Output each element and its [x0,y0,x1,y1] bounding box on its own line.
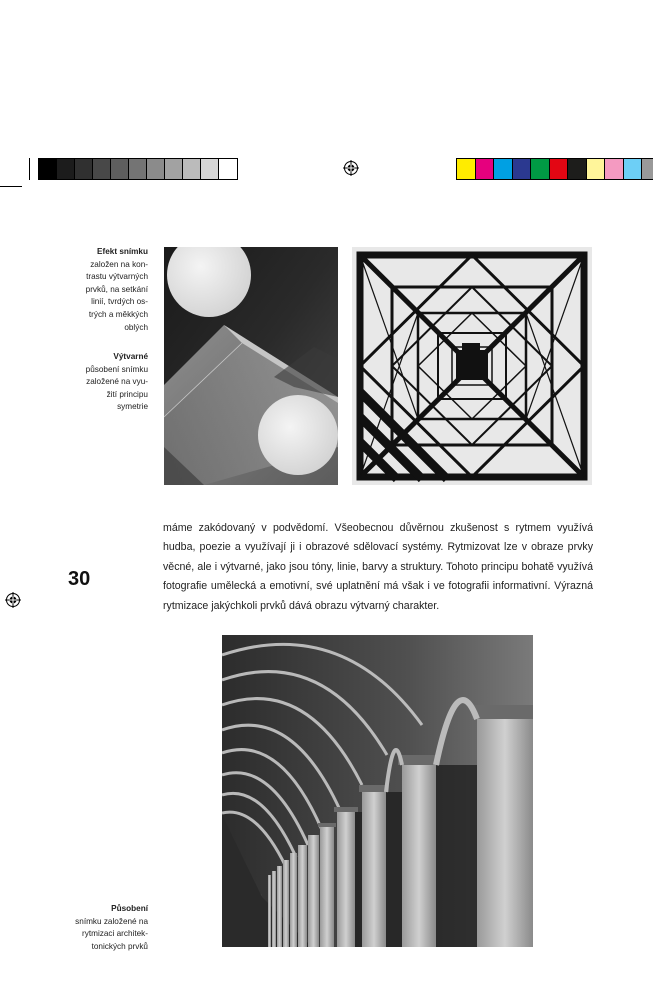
caption-line: rytmizaci architek- [82,929,148,939]
caption-line: snímku založené na [75,916,148,926]
caption-line: prvků, na setkání [85,284,148,294]
caption-line: působení snímku [85,364,148,374]
color-swatch [494,159,513,179]
caption-line: založené na vyu- [86,377,148,387]
caption-line: tonických prvků [91,941,148,951]
color-swatch [605,159,624,179]
caption-symmetry-lead: Výtvarné [113,352,148,361]
color-swatch [568,159,587,179]
color-swatch [624,159,643,179]
grayscale-swatch [129,159,147,179]
grayscale-swatch [219,159,237,179]
grayscale-swatch [183,159,201,179]
grayscale-swatch [201,159,219,179]
caption-line: trých a měkkých [88,309,148,319]
caption-line: oblých [124,322,148,332]
grayscale-bar [38,158,238,180]
body-paragraph [163,519,593,616]
grayscale-swatch [147,159,165,179]
caption-line: založen na kon- [90,259,148,269]
grayscale-swatch [57,159,75,179]
caption-line: trastu výtvarných [86,272,148,282]
crop-mark-top [29,158,30,180]
page-number: 30 [68,568,91,590]
grayscale-swatch [75,159,93,179]
grayscale-swatch [165,159,183,179]
caption-effect [38,246,148,334]
photo-arcade-corridor [222,635,533,947]
color-swatch [642,159,653,179]
caption-symmetry [38,351,148,414]
crop-mark-left [0,186,22,187]
color-bar [456,158,653,180]
photo-abstract-contrast [164,247,338,485]
grayscale-swatch [39,159,57,179]
color-swatch [457,159,476,179]
caption-line: žití principu [106,389,148,399]
color-swatch [513,159,532,179]
registration-mark-top [343,160,359,176]
caption-effect-lead: Efekt snímku [97,247,148,256]
grayscale-swatch [93,159,111,179]
color-swatch [550,159,569,179]
grayscale-swatch [111,159,129,179]
registration-mark-left [5,592,21,608]
caption-architecture [38,903,148,953]
caption-architecture-lead: Působení [111,904,148,913]
color-swatch [476,159,495,179]
photo-lattice-tower [352,247,592,485]
caption-line: symetrie [117,402,148,412]
body-text: máme zakódovaný v podvědomí. Všeobecnou důvěrnou zkušenost s rytmem využívá hudba, poezie a využívají ji i obrazové sdělovací systémy. Rytmizovat lze v obraze prvky věcné, ale i výtvarné, jako jsou tóny, linie, barvy a struktury. Tohoto principu bohatě využívá fotografie umělecká a emotivní, své uplatnění má však i ve fotografii informativní. Výrazná rytmizace jakýchkoli prvků dává obrazu výtvarný charakter. [163,522,593,612]
color-swatch [587,159,606,179]
color-swatch [531,159,550,179]
caption-line: linií, tvrdých os- [91,297,148,307]
